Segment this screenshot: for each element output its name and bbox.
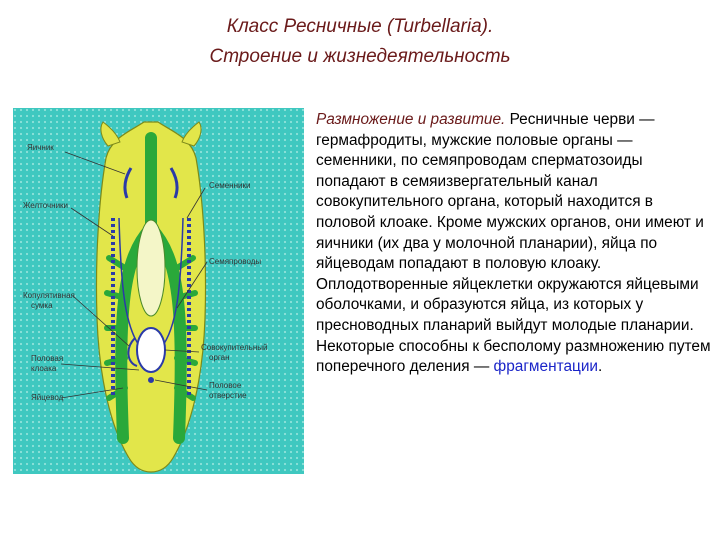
copulatory-organ [137,328,165,372]
slide-title [0,12,720,72]
genital-pore [148,377,154,383]
paragraph-body-2: Некоторые способны к бесполому размножению путем поперечного деления — [316,337,711,376]
title-line-1: Класс Ресничные (Turbellaria). [226,16,494,37]
planaria-diagram [13,108,304,474]
label-copulatory-organ-2: орган [209,353,230,362]
section-heading: Размножение и развитие. [316,111,506,128]
label-vas-deferens: Семяпроводы [209,257,262,266]
paragraph-end: . [598,358,603,376]
label-copulative-bag-1: Копулятивная [23,291,75,300]
description-text [316,110,712,378]
planaria-figure [13,108,304,474]
label-oviduct: Яйцевод [31,393,64,402]
fragmentation-link[interactable]: фрагментации [493,358,599,376]
paragraph-body: Ресничные черви — гермафродиты, мужские половые органы — семенники, по семяпроводам сперматозоиды попадают в семяизвергательный канал совокупительного органа, который находится в половой клоаке. Кроме мужских органов, они имеют и яичники (их два у молочной планарии), яйца по яйцеводам попадают в половую клоаку. Оплодотворенные яйцеклетки окружаются яйцевыми оболочками, и образуются яйца, из которых у пресноводных планарий выйдут молодые планарии. [316,111,704,334]
title-line-2: Строение и жизнедеятельность [209,46,511,67]
label-ovary: Яичник [27,143,54,152]
description-paragraph [316,110,712,337]
label-yolk-glands: Желточники [23,201,69,210]
label-copulatory-organ-1: Совокупительный [201,343,268,352]
label-genital-pore-2: отверстие [209,391,247,400]
pharynx [137,220,165,316]
label-genital-cloaca-1: Половая [31,354,64,363]
label-genital-cloaca-2: клоака [31,364,57,373]
label-copulative-bag-2: сумка [31,301,53,310]
label-testes: Семенники [209,181,251,190]
description-paragraph-2 [316,337,712,378]
label-genital-pore-1: Половое [209,381,242,390]
